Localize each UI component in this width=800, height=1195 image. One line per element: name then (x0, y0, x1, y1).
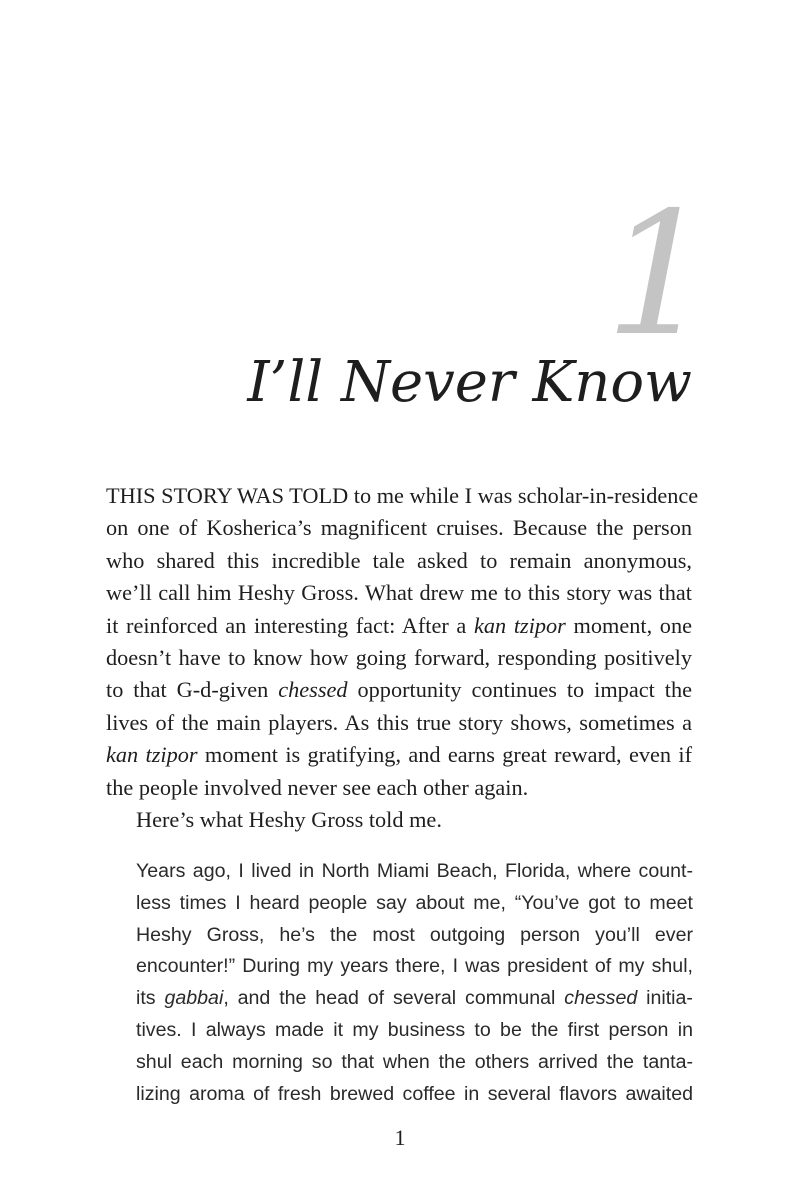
italic-term: kan tzipor (473, 612, 566, 638)
text-line: to that G-d-given chessed opportunity continues to impact the (106, 677, 692, 703)
text-line: we’ll call him Heshy Gross. What drew me to this story was that (106, 580, 692, 606)
body-text (106, 480, 699, 836)
second-paragraph: Here’s what Heshy Gross told me. (136, 807, 442, 833)
chapter-title: I’ll Never Know (247, 350, 692, 415)
text-line: the people involved never see each other again. (106, 774, 529, 800)
quote-block (136, 856, 693, 1110)
text-line: it reinforced an interesting fact: After a kan tzipor moment, one (106, 612, 693, 638)
quote-line: shul each morning so that when the others arrived the tanta- (136, 1050, 693, 1073)
text-line: on one of Kosherica’s magnificent cruises. Because the person (106, 515, 692, 541)
quote-line: less times I heard people say about me, “You’ve got to meet (136, 891, 693, 914)
italic-term: gabbai (164, 987, 224, 1010)
text-line: doesn’t have to know how going forward, responding positively (106, 645, 692, 671)
quote-line: tives. I always made it my business to be the first person in (136, 1018, 693, 1041)
page-number: 1 (394, 1125, 406, 1150)
lead-small-caps: THIS STORY WAS TOLD (106, 483, 349, 508)
quote-line: Heshy Gross, he’s the most outgoing person you’ll ever (136, 923, 693, 946)
text-line: lives of the main players. As this true story shows, sometimes a (106, 709, 692, 735)
text-line: THIS STORY WAS TOLD to me while I was scholar-in-residence (106, 483, 699, 508)
quote-line: lizing aroma of fresh brewed coffee in several flavors awaited (136, 1082, 693, 1105)
quote-line: its gabbai, and the head of several communal chessed initia- (136, 987, 693, 1010)
quote-line: Years ago, I lived in North Miami Beach, Florida, where count- (136, 860, 693, 882)
italic-term: chessed (564, 987, 638, 1010)
chapter-number: 1 (605, 176, 714, 374)
text-line: kan tzipor moment is gratifying, and earns great reward, even if (106, 742, 693, 768)
italic-term: chessed (278, 677, 348, 703)
text-line: who shared this incredible tale asked to remain anonymous, (106, 547, 692, 573)
quote-line: encounter!” During my years there, I was president of my shul, (136, 955, 693, 978)
italic-term: kan tzipor (106, 742, 198, 768)
